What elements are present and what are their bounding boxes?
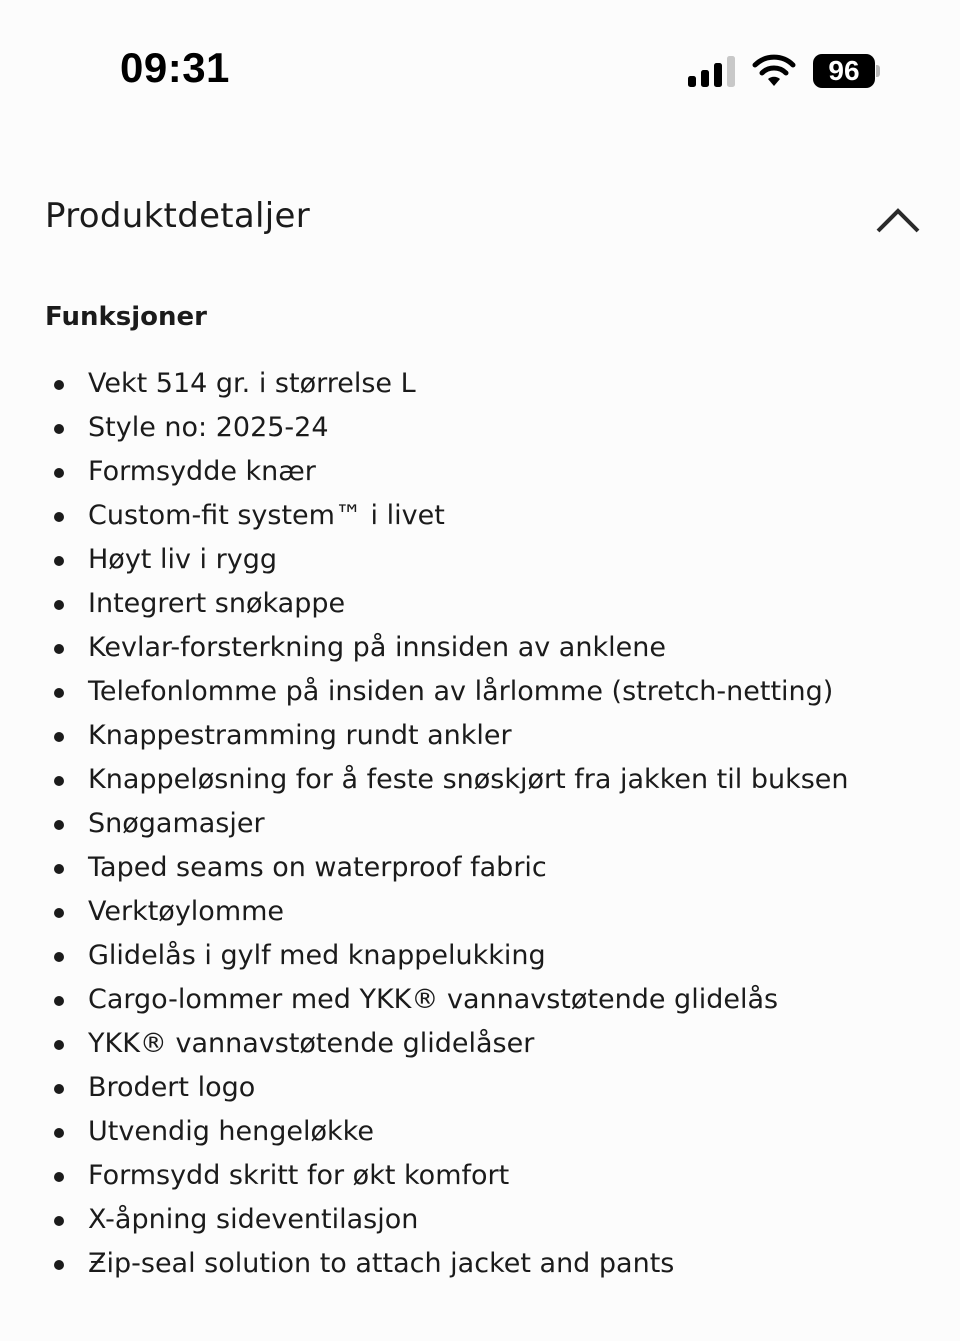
list-item-text: Kevlar-forsterkning på innsiden av anklene [88,632,666,663]
list-item-text: Ƶip-seal solution to attach jacket and pants [88,1248,675,1279]
bullet-icon [54,864,64,874]
list-item-text: Telefonlomme på insiden av lårlomme (stretch-netting) [88,676,834,707]
product-details-accordion-toggle[interactable] [0,180,960,260]
list-item [0,890,960,934]
list-item [0,978,960,1022]
list-item-text: Cargo-lommer med YKK® vannavstøtende glidelås [88,984,779,1015]
list-item-text: Taped seams on waterproof fabric [88,852,547,883]
list-item [0,450,960,494]
list-item [0,582,960,626]
list-item [0,1110,960,1154]
list-item [0,670,960,714]
list-item-text: Brodert logo [88,1072,256,1103]
list-item-text: Custom-fit system™ i livet [88,500,445,531]
section-heading-funksjoner: Funksjoner [45,302,207,332]
feature-list [0,362,960,1286]
list-item [0,626,960,670]
list-item-text: Høyt liv i rygg [88,544,277,575]
bullet-icon [54,952,64,962]
bullet-icon [54,1084,64,1094]
wifi-icon [752,54,796,88]
bullet-icon [54,1216,64,1226]
list-item-text: Snøgamasjer [88,808,265,839]
list-item-text: Verktøylomme [88,896,285,927]
battery-tip [876,65,880,77]
list-item-text: Knappeløsning for å feste snøskjørt fra jakken til buksen [88,764,849,795]
bullet-icon [54,600,64,610]
bullet-icon [54,1260,64,1270]
list-item-text: Glidelås i gylf med knappelukking [88,940,546,971]
bullet-icon [54,644,64,654]
list-item [0,1154,960,1198]
bullet-icon [54,424,64,434]
list-item [0,758,960,802]
list-item [0,494,960,538]
list-item [0,406,960,450]
bullet-icon [54,556,64,566]
bullet-icon [54,1172,64,1182]
accordion-title: Produktdetaljer [45,196,311,236]
bullet-icon [54,820,64,830]
list-item [0,1242,960,1286]
list-item [0,362,960,406]
bullet-icon [54,732,64,742]
list-item-text: Vekt 514 gr. i størrelse L [88,368,416,399]
status-time: 09:31 [120,44,230,91]
list-item-text: Utvendig hengeløkke [88,1116,374,1147]
status-bar [0,0,960,140]
list-item [0,714,960,758]
list-item [0,1066,960,1110]
bullet-icon [54,380,64,390]
bullet-icon [54,1128,64,1138]
list-item-text: X-åpning sideventilasjon [88,1204,419,1235]
list-item-text: Style no: 2025-24 [88,412,329,443]
bullet-icon [54,468,64,478]
list-item [0,1022,960,1066]
list-item-text: Formsydd skritt for økt komfort [88,1160,510,1191]
signal-icon [688,56,738,88]
bullet-icon [54,512,64,522]
bullet-icon [54,1040,64,1050]
list-item [0,538,960,582]
list-item-text: Knappestramming rundt ankler [88,720,512,751]
list-item [0,934,960,978]
list-item-text: Formsydde knær [88,456,316,487]
chevron-up-icon[interactable] [875,206,921,234]
list-item [0,802,960,846]
bullet-icon [54,996,64,1006]
battery-level: 96 [828,55,860,86]
list-item-text: YKK® vannavstøtende glidelåser [88,1028,535,1059]
bullet-icon [54,776,64,786]
list-item [0,1198,960,1242]
bullet-icon [54,908,64,918]
list-item-text: Integrert snøkappe [88,588,346,619]
bullet-icon [54,688,64,698]
list-item [0,846,960,890]
battery-icon [813,54,875,88]
